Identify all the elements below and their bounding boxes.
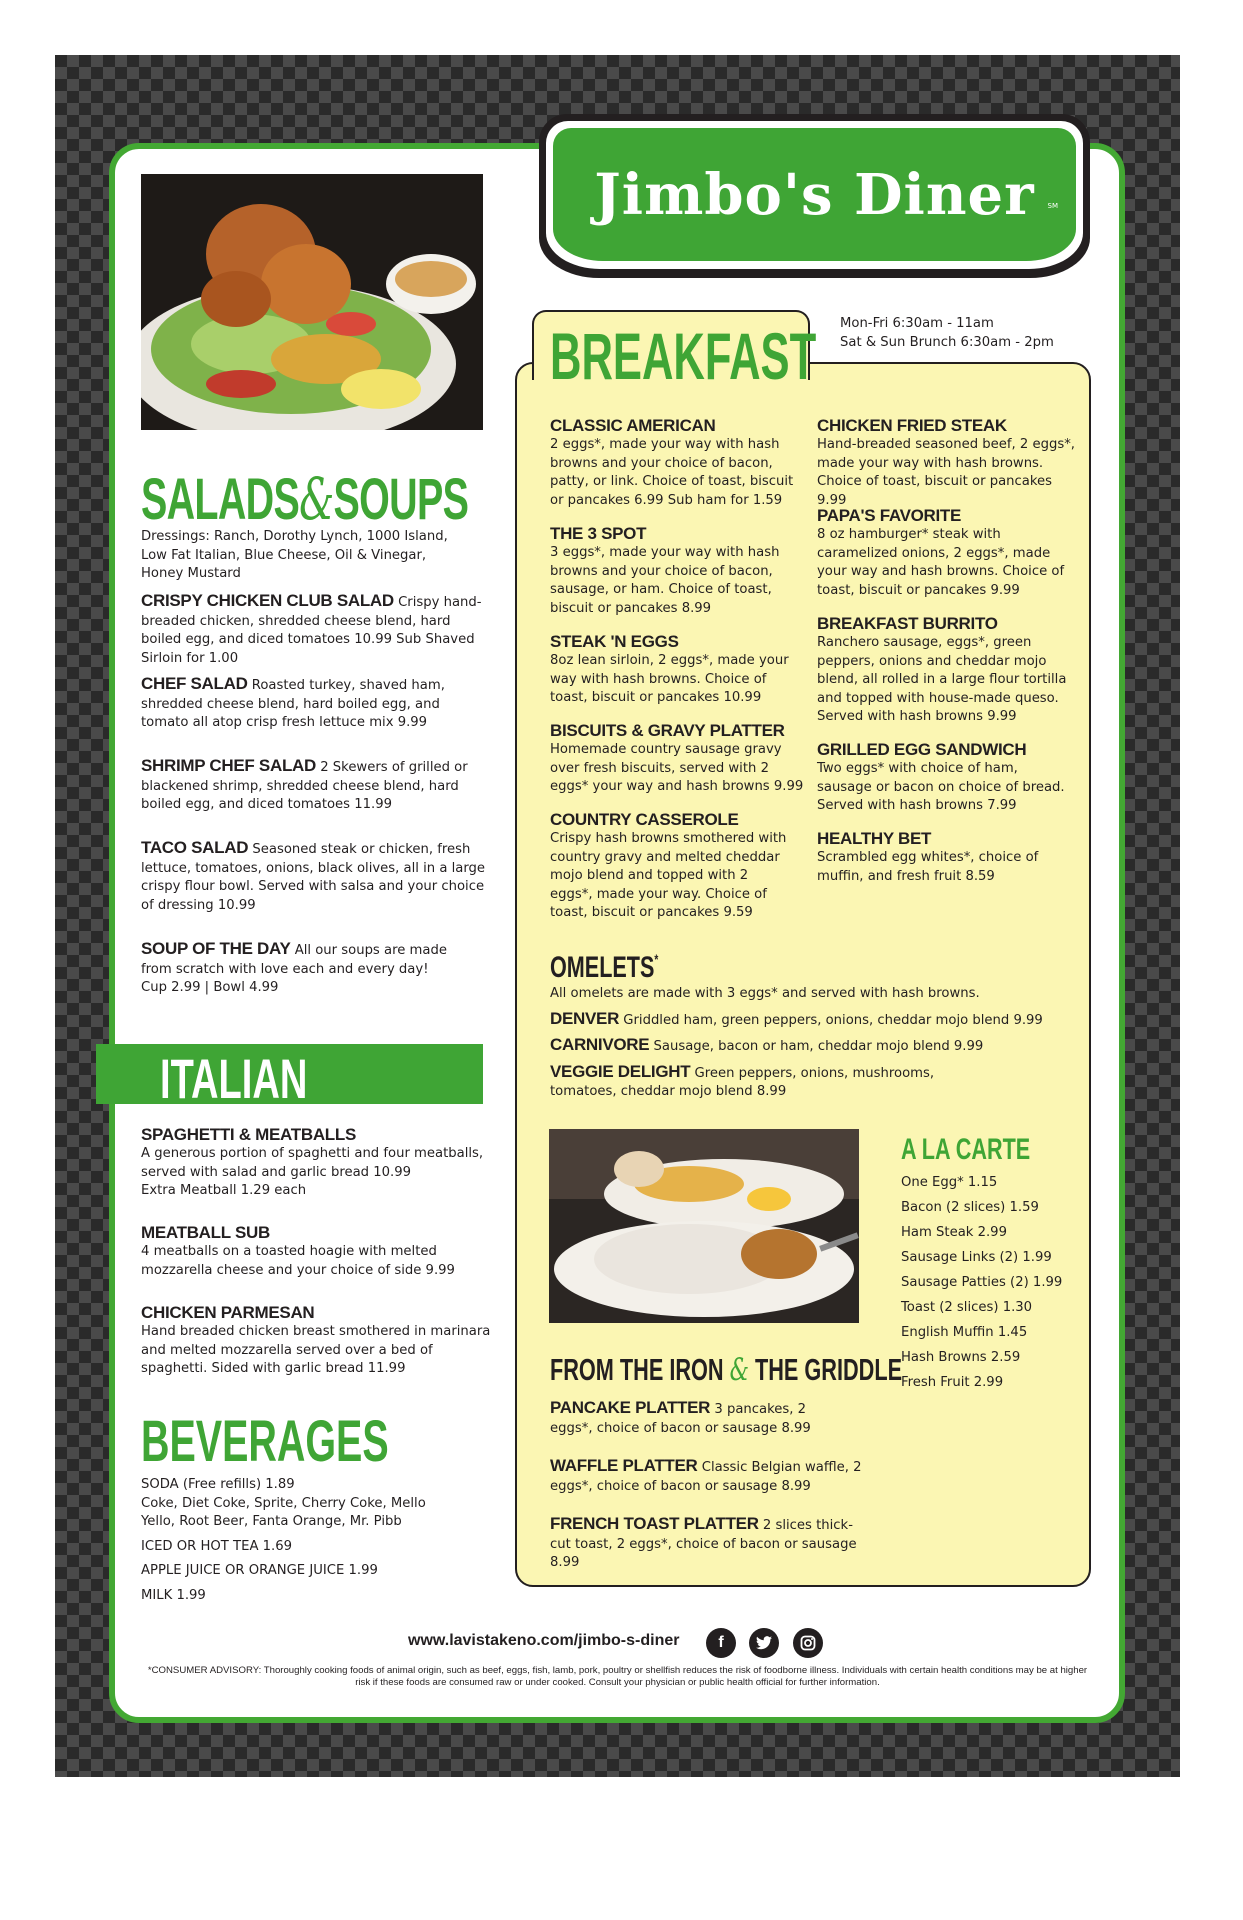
griddle-item-waffle	[550, 1457, 870, 1496]
item-desc: Sausage, bacon or ham, cheddar mojo blend 9.99	[653, 1039, 984, 1054]
list-item: One Egg* 1.15	[901, 1175, 998, 1190]
breakfast-item-grilled-egg-sandwich	[817, 740, 1067, 816]
italian-item-chicken-parmesan	[141, 1303, 496, 1379]
item-desc: A generous portion of spaghetti and four meatballs, served with salad and garlic bread 10.99	[141, 1146, 484, 1180]
breakfast-hours	[840, 315, 1080, 352]
item-title: TACO SALAD	[141, 838, 249, 857]
omelets-asterisk: *	[654, 951, 659, 967]
breakfast-item-papas-favorite	[817, 506, 1072, 600]
soup-prices: Cup 2.99 | Bowl 4.99	[141, 980, 279, 995]
salads-heading-text	[141, 465, 468, 533]
item-desc: 3 pancakes, 2 eggs*, choice of bacon or sausage 8.99	[550, 1402, 811, 1436]
salads-heading-amp: &	[299, 465, 334, 533]
item-title: THE 3 SPOT	[550, 524, 647, 543]
item-desc: Seasoned steak or chicken, fresh lettuce, tomatoes, onions, black olives, all in a large crispy flour bowl. Served with salsa and your choice of dressing 10.99	[141, 842, 486, 913]
juice: APPLE JUICE OR ORANGE JUICE 1.99	[141, 1563, 378, 1578]
breakfast-item-classic-american	[550, 416, 805, 510]
griddle-heading-amp: &	[729, 1352, 749, 1388]
salad-item-taco	[141, 839, 486, 915]
list-item: Hash Browns 2.59	[901, 1350, 1021, 1365]
item-title: CHICKEN PARMESAN	[141, 1303, 315, 1322]
item-desc: Homemade country sausage gravy over fresh biscuits, served with 2 eggs* your way and hash browns 9.99	[550, 742, 804, 794]
breakfast-item-steak-n-eggs	[550, 632, 805, 708]
item-desc: 8oz lean sirloin, 2 eggs*, made your way with hash browns. Choice of toast, biscuit or pancakes 10.99	[550, 653, 789, 705]
item-title: HEALTHY BET	[817, 829, 932, 848]
salad-item-shrimp-chef	[141, 757, 481, 815]
hours-weekday: Mon-Fri 6:30am - 11am	[840, 316, 994, 331]
item-desc: Two eggs* with choice of ham, sausage or bacon on choice of bread. Served with hash browns 7.99	[817, 761, 1065, 813]
item-title: CARNIVORE	[550, 1035, 650, 1054]
item-desc: 3 eggs*, made your way with hash browns and your choice of bacon, sausage, or ham. Choice of toast, biscuit or pancakes 8.99	[550, 545, 780, 616]
item-title: CLASSIC AMERICAN	[550, 416, 716, 435]
item-desc: 4 meatballs on a toasted hoagie with melted mozzarella cheese and your choice of side 9.99	[141, 1244, 455, 1278]
salad-photo	[141, 174, 483, 430]
italian-banner	[96, 1044, 483, 1110]
alacarte-heading-text: A LA CARTE	[901, 1133, 1031, 1166]
griddle-heading	[550, 1352, 1053, 1388]
salads-heading-part-b: SOUPS	[333, 467, 469, 532]
beverages-heading-text: BEVERAGES	[141, 1409, 389, 1474]
item-title: MEATBALL SUB	[141, 1223, 270, 1242]
logo	[553, 128, 1076, 261]
instagram-icon[interactable]	[793, 1628, 823, 1658]
breakfast-heading-text: BREAKFAST	[550, 319, 817, 393]
item-title: SPAGHETTI & MEATBALLS	[141, 1125, 357, 1144]
breakfast-photo	[549, 1129, 859, 1323]
item-desc: Crispy hash browns smothered with country gravy and melted cheddar mojo blend and topped with 2 eggs*, made your way. Choice of toast, biscuit or pancakes 9.59	[550, 831, 787, 920]
dressings-text: Dressings: Ranch, Dorothy Lynch, 1000 Island, Low Fat Italian, Blue Cheese, Oil & Vinegar, Honey Mustard	[141, 529, 448, 581]
item-desc: Hand breaded chicken breast smothered in marinara and melted mozzarella served over a bed of spaghetti. Sided with garlic bread 11.99	[141, 1324, 491, 1376]
beverages-heading	[141, 1408, 505, 1475]
soda-list: Coke, Diet Coke, Sprite, Cherry Coke, Mello Yello, Root Beer, Fanta Orange, Mr. Pibb	[141, 1495, 426, 1529]
item-title: CRISPY CHICKEN CLUB SALAD	[141, 591, 394, 610]
italian-heading: ITALIAN	[160, 1047, 308, 1110]
item-desc: 8 oz hamburger* steak with caramelized onions, 2 eggs*, made your way and hash browns. Choice of toast, biscuit or pancakes 9.99	[817, 527, 1065, 598]
breakfast-item-chicken-fried-steak	[817, 416, 1077, 510]
item-title: SHRIMP CHEF SALAD	[141, 756, 316, 775]
item-desc: 2 Skewers of grilled or blackened shrimp, shredded cheese blend, hard boiled egg, and diced tomatoes 11.99	[141, 760, 468, 812]
item-title: PANCAKE PLATTER	[550, 1398, 711, 1417]
item-title: STEAK 'N EGGS	[550, 632, 679, 651]
omelets-list	[550, 985, 1070, 1102]
griddle-item-french-toast	[550, 1515, 870, 1573]
italian-item-meatball-sub	[141, 1223, 476, 1280]
list-item: Fresh Fruit 2.99	[901, 1375, 1004, 1390]
salad-item-chef	[141, 675, 481, 733]
consumer-advisory: *CONSUMER ADVISORY: Thoroughly cooking foods of animal origin, such as beef, eggs, fish, lamb, pork, poultry or shellfish reduces the risk of foodborne illness. Individuals with certain health conditions may be at higher risk if these foods are consumed raw or under cooked. Consult your physician or public health official for further information.	[147, 1665, 1088, 1688]
item-desc: Hand-breaded seasoned beef, 2 eggs*, made your way with hash browns. Choice of toast, biscuit or pancakes 9.99	[817, 437, 1075, 508]
item-title: CHICKEN FRIED STEAK	[817, 416, 1007, 435]
item-title: SOUP OF THE DAY	[141, 939, 291, 958]
item-desc: Crispy hand-breaded chicken, shredded cheese blend, hard boiled egg, and diced tomatoes 10.99 Sub Shaved Sirloin for 1.00	[141, 595, 482, 666]
list-item: Sausage Patties (2) 1.99	[901, 1275, 1063, 1290]
item-title: VEGGIE DELIGHT	[550, 1061, 691, 1081]
item-title: COUNTRY CASSEROLE	[550, 810, 739, 829]
item-title: DENVER	[550, 1008, 620, 1028]
tea: ICED OR HOT TEA 1.69	[141, 1538, 293, 1554]
breakfast-item-burrito	[817, 614, 1072, 727]
item-desc: Griddled ham, green peppers, onions, cheddar mojo blend 9.99	[623, 1012, 1043, 1028]
list-item: Ham Steak 2.99	[901, 1225, 1007, 1240]
twitter-icon[interactable]	[749, 1628, 779, 1658]
item-title: BISCUITS & GRAVY PLATTER	[550, 721, 785, 740]
omelets-intro: All omelets are made with 3 eggs* and served with hash browns.	[550, 986, 980, 1001]
item-title: PAPA'S FAVORITE	[817, 506, 962, 525]
list-item: Sausage Links (2) 1.99	[901, 1250, 1052, 1265]
website-link[interactable]: www.lavistakeno.com/jimbo-s-diner	[408, 1632, 680, 1649]
item-desc: 2 slices thick-cut toast, 2 eggs*, choice of bacon or sausage 8.99	[550, 1518, 857, 1570]
alacarte-heading	[901, 1133, 1080, 1167]
item-desc: Scrambled egg whites*, choice of muffin, and fresh fruit 8.59	[817, 850, 1039, 884]
item-desc: All our soups are made from scratch with love each and every day!	[141, 943, 447, 977]
list-item: English Muffin 1.45	[901, 1325, 1028, 1340]
item-extra: Extra Meatball 1.29 each	[141, 1183, 307, 1198]
beverages-list	[141, 1476, 441, 1605]
omelets-heading	[550, 951, 700, 985]
milk: MILK 1.99	[141, 1587, 206, 1603]
item-title: GRILLED EGG SANDWICH	[817, 740, 1027, 759]
list-item: Bacon (2 slices) 1.59	[901, 1200, 1039, 1215]
item-desc: Roasted turkey, shaved ham, shredded cheese blend, hard boiled egg, and tomato all atop crisp fresh lettuce mix 9.99	[141, 678, 445, 730]
griddle-heading-part-a: FROM THE IRON	[550, 1352, 724, 1387]
salads-heading-part-a: SALADS	[141, 467, 300, 532]
item-title: CHEF SALAD	[141, 674, 248, 693]
breakfast-item-biscuits-gravy	[550, 721, 805, 797]
griddle-item-pancake	[550, 1399, 815, 1438]
soup-of-the-day	[141, 940, 471, 998]
soda: SODA (Free refills) 1.89	[141, 1477, 295, 1492]
item-desc: Green peppers, onions, mushrooms, tomatoes, cheddar mojo blend 8.99	[550, 1065, 935, 1099]
item-title: WAFFLE PLATTER	[550, 1456, 698, 1475]
breakfast-item-country-casserole	[550, 810, 790, 923]
list-item: Toast (2 slices) 1.30	[901, 1300, 1033, 1315]
griddle-heading-part-b: THE GRIDDLE	[755, 1352, 903, 1387]
item-title: BREAKFAST BURRITO	[817, 614, 998, 633]
item-desc: Classic Belgian waffle, 2 eggs*, choice of bacon or sausage 8.99	[550, 1460, 862, 1494]
breakfast-item-healthy-bet	[817, 829, 1047, 886]
trademark: SM	[1047, 202, 1058, 210]
omelets-heading-text: OMELETS	[550, 951, 655, 984]
italian-item-spaghetti	[141, 1125, 486, 1201]
item-desc: 2 eggs*, made your way with hash browns and your choice of bacon, patty, or link. Choice of toast, biscuit or pancakes 6.99 Sub ham for 1.59	[550, 437, 794, 508]
facebook-icon[interactable]: f	[706, 1628, 736, 1658]
breakfast-item-3-spot	[550, 524, 790, 618]
salad-item-crispy-chicken	[141, 592, 486, 668]
logo-text: Jimbo's Diner	[594, 161, 1035, 228]
item-title: FRENCH TOAST PLATTER	[550, 1514, 759, 1533]
hours-weekend: Sat & Sun Brunch 6:30am - 2pm	[840, 334, 1054, 350]
item-desc: Ranchero sausage, eggs*, green peppers, onions and cheddar mojo blend, all rolled in a large flour tortilla and topped with house-made queso. Served with hash browns 9.99	[817, 635, 1067, 724]
